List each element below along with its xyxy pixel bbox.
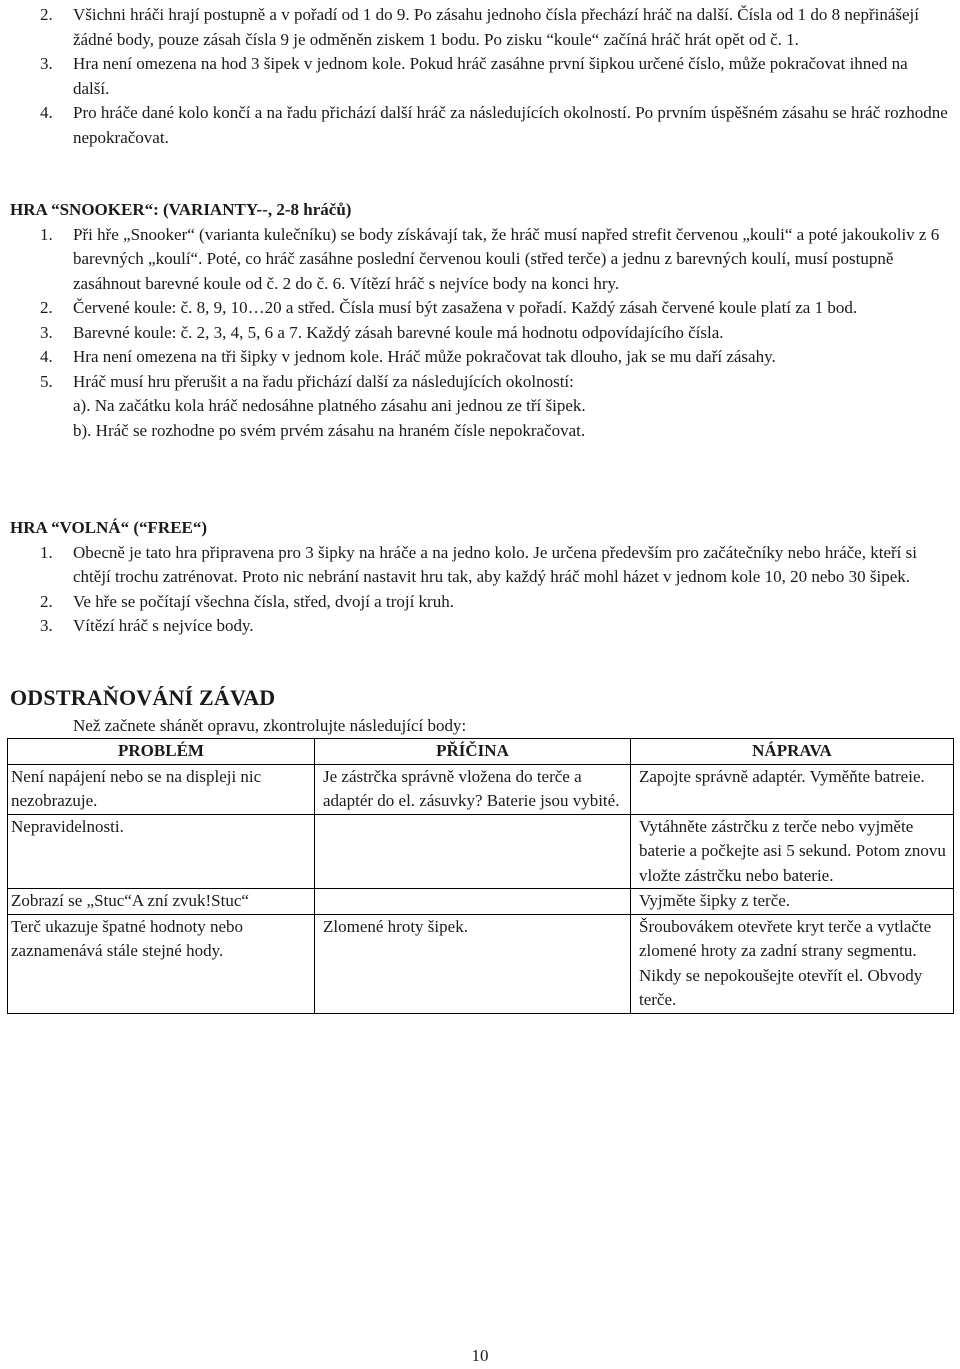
section-heading: HRA “VOLNÁ“ (“FREE“) [10, 518, 208, 537]
troubleshooting-heading: ODSTRAŇOVÁNÍ ZÁVAD [10, 685, 276, 710]
item-number: 1. [40, 542, 53, 562]
item-text: Obecně je tato hra připravena pro 3 šipky na hráče a na jedno kolo. Je určena především pro začátečníky nebo hráče, kteří si chtějí trochu zatrénovat. Proto nic nebrání nastavit hru tak, aby každý hráč mohl házet v jednom kole 10, 20 nebo 30 šipek. [73, 542, 917, 586]
item-number: 4. [40, 103, 53, 122]
item-text: Při hře „Snooker“ (varianta kulečníku) se body získávají tak, že hráč musí napřed strefit červenou „kouli“ a poté jakoukoliv z 6 barevných „koulí“. Poté, co hráč zasáhne poslední červenou kouli (střed terče) a jednu z barevných koulí, musí postupně zasáhnout barevné koule od č. 2 do č. 6. Vítězí hráč s nejvíce body na konci hry. [73, 224, 940, 293]
list-item [0, 321, 960, 346]
troubleshooting-intro: Než začnete shánět opravu, zkontrolujte následující body: [73, 716, 467, 735]
item-number: 2. [40, 5, 53, 24]
sub-item-b: b). Hráč se rozhodne po svém prvém zásahu na hraném čísle nepokračovat. [73, 420, 586, 440]
section-heading: HRA “SNOOKER“: (VARIANTY--, 2-8 hráčů) [10, 200, 352, 219]
item-number: 3. [40, 54, 53, 73]
item-text: Pro hráče dané kolo končí a na řadu přichází další hráč za následujících okolností. Po prvním úspěšném zásahu se hráč rozhodne nepokračovat. [73, 103, 948, 147]
item-text: Ve hře se počítají všechna čísla, střed, dvojí a trojí kruh. [73, 591, 454, 611]
column-header-problem: PROBLÉM [8, 739, 315, 765]
remedy-cell: Vyjměte šipky z terče. [631, 889, 954, 915]
list-item [0, 223, 956, 297]
item-text: Vítězí hráč s nejvíce body. [73, 616, 254, 635]
table-row [8, 814, 954, 889]
list-item [0, 370, 956, 395]
remedy-cell: Vytáhněte zástrčku z terče nebo vyjměte baterie a počkejte asi 5 sekund. Potom znovu vložte zástrčku nebo baterie. [631, 814, 954, 889]
item-number: 2. [40, 591, 53, 611]
column-header-cause: PŘÍČINA [315, 739, 631, 765]
item-text: Červené koule: č. 8, 9, 10…20 a střed. Čísla musí být zasažena v pořadí. Každý zásah červené koule platí za 1 bod. [73, 298, 858, 317]
list-item [0, 101, 956, 150]
problem-cell: Není napájení nebo se na displeji nic nezobrazuje. [8, 764, 315, 814]
list-item [0, 590, 956, 615]
table-row [8, 764, 954, 814]
remedy-cell: Šroubovákem otevřete kryt terče a vytlačte zlomené hroty za zadní strany segmentu. Nikdy se nepokoušejte otevřít el. Obvody terče. [631, 914, 954, 1013]
list-item [0, 614, 956, 639]
remedy-cell: Zapojte správně adaptér. Vyměňte batreie. [631, 764, 954, 814]
cause-cell [315, 889, 631, 915]
troubleshooting-table [7, 738, 954, 1014]
item-text: Hra není omezena na tři šipky v jednom kole. Hráč může pokračovat tak dlouho, jak se mu daří zásahy. [73, 347, 776, 366]
item-number: 4. [40, 347, 53, 366]
item-number: 2. [40, 298, 53, 317]
snooker-section [0, 198, 960, 443]
item-text: Všichni hráči hrají postupně a v pořadí od 1 do 9. Po zásahu jednoho čísla přechází hráč na další. Čísla od 1 do 8 nepřinášejí žádné body, pouze zásah čísla 9 je odměněn ziskem 1 bodu. Po zisku “koule“ začíná hráč hrát opět od č. 1. [73, 5, 919, 49]
item-text: Hra není omezena na hod 3 šipek v jednom kole. Pokud hráč zasáhne první šipkou určené číslo, může pokračovat ihned na další. [73, 54, 908, 98]
list-item [0, 296, 956, 321]
item-number: 5. [40, 371, 53, 391]
table-header-row [8, 739, 954, 765]
item-number: 1. [40, 224, 53, 244]
item-number: 3. [40, 322, 53, 342]
table-row [8, 889, 954, 915]
problem-cell: Zobrazí se „Stuc“A zní zvuk!Stuc“ [8, 889, 315, 915]
cause-cell: Je zástrčka správně vložena do terče a adaptér do el. zásuvky? Baterie jsou vybité. [315, 764, 631, 814]
intro-list [0, 3, 960, 150]
table-row [8, 914, 954, 1013]
list-item [0, 345, 960, 370]
list-item [0, 541, 960, 590]
problem-cell: Terč ukazuje špatné hodnoty nebo zaznamenává stále stejné hody. [8, 914, 315, 1013]
problem-cell: Nepravidelnosti. [8, 814, 315, 889]
cause-cell [315, 814, 631, 889]
page-number: 10 [471, 1346, 489, 1365]
sub-item-a: a). Na začátku kola hráč nedosáhne platného zásahu ani jednou ze tří šipek. [73, 396, 586, 415]
column-header-remedy: NÁPRAVA [631, 739, 954, 765]
cause-cell: Zlomené hroty šipek. [315, 914, 631, 1013]
list-item [0, 3, 956, 52]
list-item [0, 52, 956, 101]
item-text: Hráč musí hru přerušit a na řadu přichází další za následujících okolností: [73, 371, 574, 391]
free-section [0, 516, 960, 639]
item-number: 3. [40, 616, 53, 635]
item-text: Barevné koule: č. 2, 3, 4, 5, 6 a 7. Každý zásah barevné koule má hodnotu odpovídajícího čísla. [73, 322, 724, 342]
